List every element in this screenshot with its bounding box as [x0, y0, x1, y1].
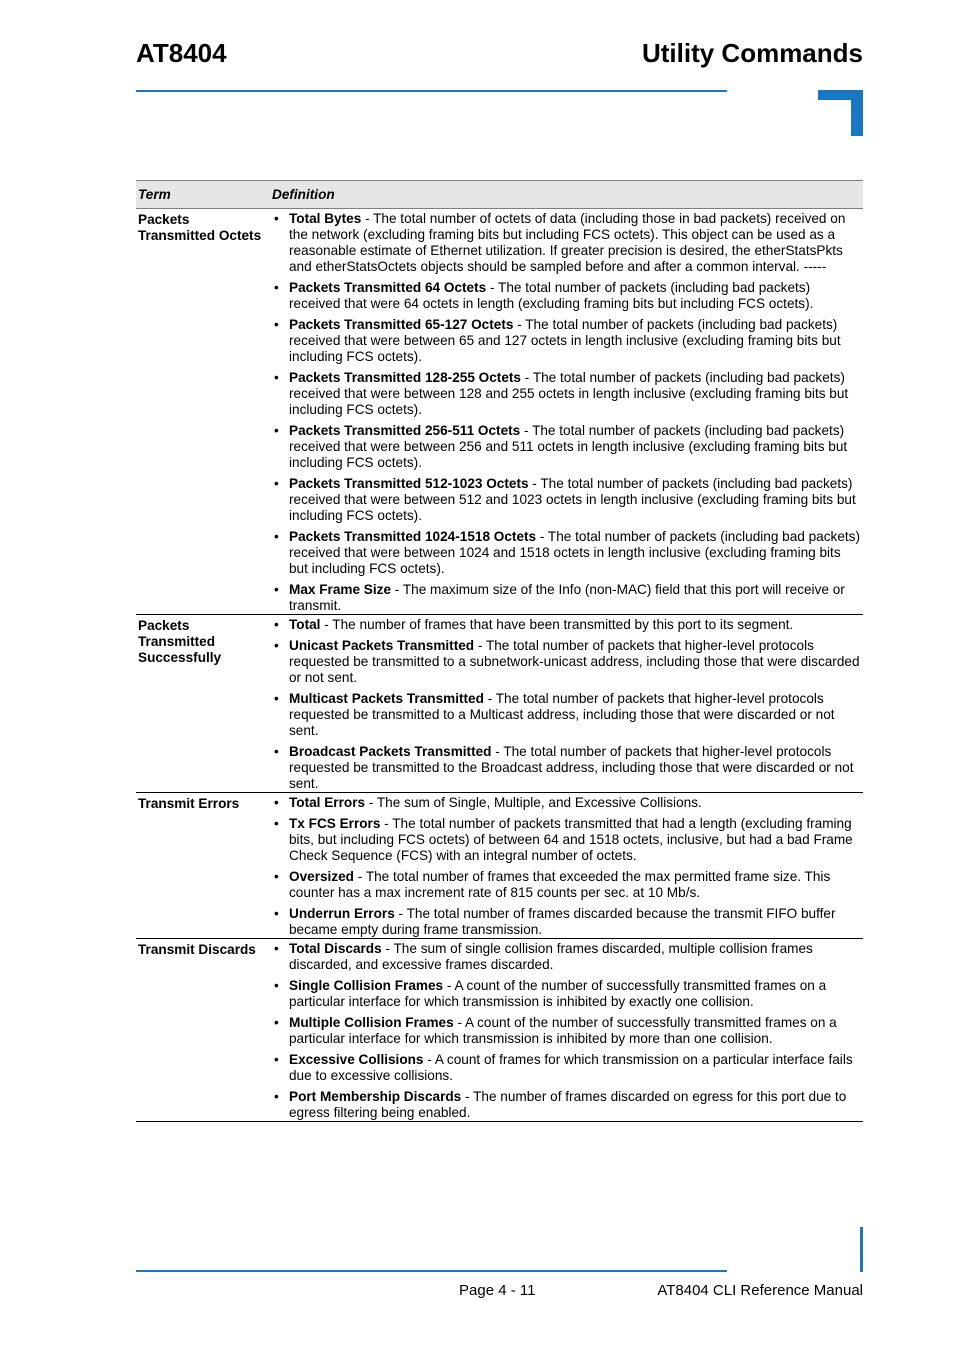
table-row [136, 793, 863, 939]
item-description: - The number of frames discarded on egress for this port due to egress filtering being enabled. [289, 1089, 847, 1120]
table-row [136, 939, 863, 1122]
item-description: - The total number of packets that higher-level protocols requested be transmitted to a subnetwork-unicast address, including those that were discarded or not sent. [289, 638, 860, 685]
item-term: Port Membership Discards [289, 1089, 462, 1104]
item-description: - The number of frames that have been transmitted by this port to its segment. [320, 617, 794, 632]
list-item [272, 476, 863, 524]
item-term: Packets Transmitted 256-511 Octets [289, 423, 521, 438]
list-item [272, 370, 863, 418]
list-item [272, 744, 863, 792]
footer-corner-mark [860, 1227, 863, 1272]
item-description: - The sum of Single, Multiple, and Excessive Collisions. [365, 795, 702, 810]
term-cell: Packets Transmitted Octets [136, 209, 270, 615]
item-term: Multiple Collision Frames [289, 1015, 454, 1030]
item-description: - The total number of packets (including bad packets) received that were between 256 and 511 octets in length inclusive (excluding framing bits but including FCS octets). [289, 423, 848, 470]
item-term: Multicast Packets Transmitted [289, 691, 484, 706]
header-section-title: Utility Commands [641, 38, 863, 68]
item-description: - The total number of packets (including bad packets) received that were 64 octets in length (excluding framing bits but including FCS octets). [289, 280, 814, 311]
column-header-definition: Definition [270, 181, 863, 209]
item-description: - The total number of packets that higher-level protocols requested be transmitted to the Broadcast address, including those that were discarded or not sent. [289, 744, 854, 791]
item-description: - The sum of single collision frames discarded, multiple collision frames discarded, and excessive frames discarded. [289, 941, 813, 972]
item-description: - A count of frames for which transmission on a particular interface fails due to excessive collisions. [289, 1052, 853, 1083]
list-item [272, 582, 863, 614]
item-description: - The total number of packets that higher-level protocols requested be transmitted to a Multicast address, including those that were discarded or not sent. [289, 691, 835, 738]
item-term: Packets Transmitted 65-127 Octets [289, 317, 514, 332]
definition-cell [270, 615, 863, 793]
item-description: - The total number of packets (including bad packets) received that were between 128 and 255 octets in length inclusive (excluding framing bits but including FCS octets). [289, 370, 849, 417]
list-item [272, 211, 863, 275]
term-cell: Transmit Discards [136, 939, 270, 1122]
list-item [272, 906, 863, 938]
item-term: Max Frame Size [289, 582, 391, 597]
item-term: Oversized [289, 869, 354, 884]
table-header-row [136, 181, 863, 209]
item-term: Total [289, 617, 321, 632]
list-item [272, 691, 863, 739]
item-description: - A count of the number of successfully transmitted frames on a particular interface for which transmission is inhibited by more than one collision. [289, 1015, 837, 1046]
definition-cell [270, 209, 863, 615]
list-item [272, 1052, 863, 1084]
list-item [272, 1089, 863, 1121]
list-item [272, 529, 863, 577]
definition-cell [270, 939, 863, 1122]
list-item [272, 617, 863, 633]
item-description: - The maximum size of the Info (non-MAC) field that this port will receive or transmit. [289, 582, 845, 613]
list-item [272, 1015, 863, 1047]
item-term: Tx FCS Errors [289, 816, 381, 831]
item-term: Broadcast Packets Transmitted [289, 744, 492, 759]
item-term: Excessive Collisions [289, 1052, 424, 1067]
header-rule [136, 90, 727, 92]
list-item [272, 869, 863, 901]
item-description: - The total number of frames discarded because the transmit FIFO buffer became empty during frame transmission. [289, 906, 836, 937]
term-cell: Transmit Errors [136, 793, 270, 939]
list-item [272, 978, 863, 1010]
item-description: - The total number of packets (including bad packets) received that were between 65 and 127 octets in length inclusive (excluding framing bits but including FCS octets). [289, 317, 841, 364]
item-term: Packets Transmitted 1024-1518 Octets [289, 529, 537, 544]
definition-list [272, 941, 863, 1121]
item-description: - The total number of packets (including bad packets) received that were between 1024 and 1518 octets in length inclusive (excluding framing bits but including FCS octets). [289, 529, 861, 576]
item-term: Unicast Packets Transmitted [289, 638, 475, 653]
list-item [272, 423, 863, 471]
list-item [272, 280, 863, 312]
list-item [272, 795, 863, 811]
column-header-term: Term [136, 181, 270, 209]
definition-list [272, 795, 863, 938]
item-term: Packets Transmitted 64 Octets [289, 280, 487, 295]
item-description: - The total number of frames that exceeded the max permitted frame size. This counter has a max increment rate of 815 counts per sec. at 10 Mb/s. [289, 869, 831, 900]
item-term: Underrun Errors [289, 906, 395, 921]
item-term: Total Bytes [289, 211, 362, 226]
list-item [272, 638, 863, 686]
term-cell: Packets Transmitted Successfully [136, 615, 270, 793]
footer-manual-title: AT8404 CLI Reference Manual [657, 1282, 863, 1299]
list-item [272, 941, 863, 973]
item-description: - The total number of octets of data (including those in bad packets) received on the network (excluding framing bits but including FCS octets). This object can be used as a reasonable estimate of Ethernet utilization. If greater precision is desired, the etherStatsPkts and etherStatsOctets objects should be sampled before and after a common interval. ----- [289, 211, 846, 274]
definition-list [272, 211, 863, 614]
item-term: Total Discards [289, 941, 382, 956]
header-corner-mark-vertical [851, 90, 863, 136]
definitions-table [136, 180, 863, 1122]
footer-page-number: Page 4 - 11 [459, 1282, 536, 1299]
list-item [272, 816, 863, 864]
item-term: Packets Transmitted 512-1023 Octets [289, 476, 529, 491]
table-row [136, 209, 863, 615]
definition-cell [270, 793, 863, 939]
item-term: Single Collision Frames [289, 978, 444, 993]
table-row [136, 615, 863, 793]
item-term: Total Errors [289, 795, 366, 810]
item-description: - A count of the number of successfully transmitted frames on a particular interface for which transmission is inhibited by exactly one collision. [289, 978, 827, 1009]
header-product-title: AT8404 [136, 38, 227, 68]
item-description: - The total number of packets transmitted that had a length (excluding framing bits, but including FCS octets) of between 64 and 1518 octets, inclusive, but had a bad Frame Check Sequence (FCS) with an integral number of octets. [289, 816, 853, 863]
item-term: Packets Transmitted 128-255 Octets [289, 370, 521, 385]
list-item [272, 317, 863, 365]
item-description: - The total number of packets (including bad packets) received that were between 512 and 1023 octets in length inclusive (excluding framing bits but including FCS octets). [289, 476, 856, 523]
footer-rule [136, 1270, 727, 1272]
definition-list [272, 617, 863, 792]
